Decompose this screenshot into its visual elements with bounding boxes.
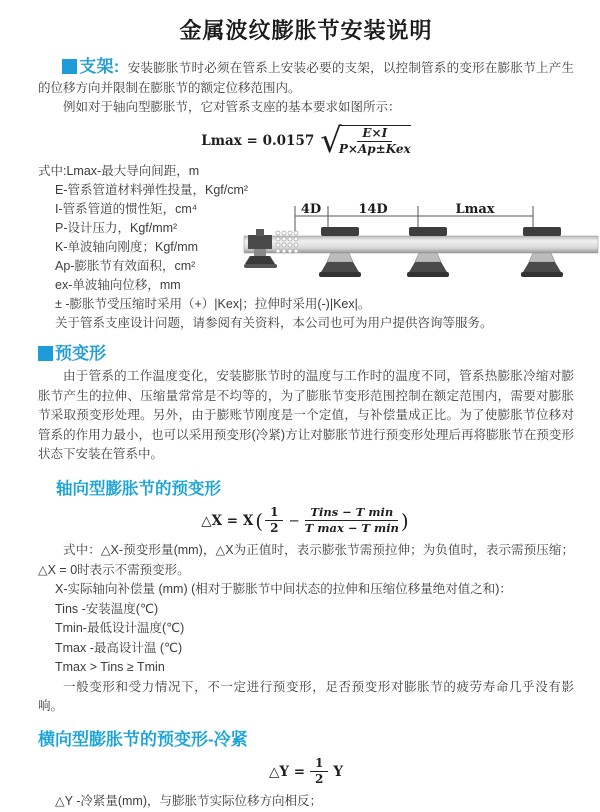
- definition-line: Ap-膨胀节有效面积，cm²: [55, 259, 196, 274]
- formula-delta-y-rhs: Y: [333, 763, 344, 780]
- formula-delta-y-lhs: △Y =: [268, 763, 306, 780]
- definition-line: I-管系管道的惯性矩，cm⁴: [55, 202, 198, 217]
- section-heading-pre-deform: 预变形: [55, 344, 106, 364]
- axial-note-text: 一般变形和受力情况下，不一定进行预变形，足否预变形对膨胀节的疲劳寿命几乎没有影响。: [38, 679, 574, 714]
- fraction-numerator: 1: [310, 757, 328, 773]
- fraction-denominator: T max − T min: [304, 521, 399, 536]
- term-line: Tmin-最低设计温度(℃): [55, 621, 185, 636]
- formula-delta-x: [38, 506, 574, 537]
- formula-delta-x-expression: [201, 506, 410, 537]
- formula-lmax-expression: [201, 120, 411, 161]
- definition-line: E-管系管道材料弹性投量，Kgf/cm²: [55, 183, 249, 198]
- formula-lmax-numerator: E×I: [357, 127, 392, 143]
- formula-lmax: [38, 120, 574, 161]
- fraction-numerator: Tins − T min: [305, 506, 398, 521]
- dim-label-4d: 4D: [300, 202, 322, 218]
- minus-operator: −: [288, 512, 300, 529]
- section-marker-icon: [62, 59, 77, 74]
- definition-line: ex-单波轴向位移，mm: [55, 278, 181, 293]
- close-paren: ): [400, 508, 409, 533]
- subheading-axial-pre-deform: 轴向型膨胀节的预变形: [56, 479, 221, 498]
- dim-label-lmax: Lmax: [455, 202, 495, 218]
- section-marker-icon: [38, 346, 53, 361]
- pipe-support-diagram: [244, 202, 598, 306]
- note-service: 关于管系支座设计问题，请参阅有关资料，本公司也可为用户提供咨询等服务。: [55, 316, 493, 331]
- definition-line: 式中:Lmax-最大导向间距，m: [38, 164, 200, 179]
- formula-delta-y: [38, 757, 574, 788]
- radical-sign: √: [320, 120, 342, 161]
- note-plus-minus: ± -膨胀节受压缩时采用（+）|Kex|；拉伸时采用(-)|Kex|。: [55, 297, 371, 312]
- support-section-paragraph: [38, 57, 574, 98]
- fraction-denominator: 2: [270, 521, 279, 536]
- term-line: Tins -安装温度(℃): [55, 601, 159, 616]
- axial-x-definition: X-实际轴向补偿量 (mm) (相对于膨胀节中间状态的拉伸和压缩位移量绝对值之和)：: [55, 582, 512, 597]
- axial-explain-text: 式中：△X-预变形量(mm)，△X为正值时，表示膨张节需预拉伸；为负值时，表示需预压缩；△X = 0时表示不需预变形。: [38, 543, 574, 577]
- support-example-text: 例如对于轴向型膨胀节，它对管系支座的基本要求如图所示：: [63, 100, 401, 114]
- formula-delta-x-lhs: △X = X: [201, 512, 254, 529]
- subheading-lateral-pre-deform: 横向型膨胀节的预变形-冷紧: [38, 729, 248, 749]
- support-intro-text: 安装膨胀节时必须在管系上安装必要的支架，以控制管系的变形在膨胀节上产生的位移方向并限制在膨胀节的额定位移范围内。: [38, 61, 574, 95]
- open-paren: (: [255, 508, 264, 533]
- pre-deform-section-heading-line: [38, 339, 574, 364]
- section-heading-support: 支架:: [79, 57, 120, 76]
- temperature-fraction: [305, 506, 399, 535]
- term-line: Tmax > Tins ≥ Tmin: [55, 660, 165, 675]
- definition-line: K-单波轴向刚度；Kgf/mm: [55, 240, 199, 255]
- dim-label-14d: 14D: [358, 202, 388, 218]
- formula-delta-y-expression: [269, 757, 343, 788]
- one-half-fraction: [310, 757, 328, 788]
- definitions-and-diagram: [38, 162, 574, 295]
- pre-deform-paragraph: 由于管系的工作温度变化，安装膨胀节时的温度与工作时的温度不同，管系热膨胀冷缩对膨胀节产生的拉伸、压缩量常常是不均等的，为了膨胀节变形范围控制在额定范围内，需要对膨胀节采取预变形处理。另外，由于膨账节刚度是一个定值，与补偿量成正比。为了使膨胀节位移对管系的作用力最小，也可以采用预变形(冷紧)方让对膨胀节进行预变形处理后再将膨胀节在预变形状态下安装在管系中。: [38, 369, 574, 462]
- lateral-delta-definition: △Y -冷紧量(mm)，与膨胀节实际位移方向相反；: [55, 794, 323, 809]
- term-line: Tmax -最高设计温 (℃): [55, 640, 183, 655]
- fraction-denominator: 2: [315, 772, 324, 787]
- definition-line: P-设计压力，Kgf/mm²: [55, 221, 178, 236]
- formula-lmax-lhs: Lmax = 0.0157: [201, 132, 315, 149]
- one-half-fraction: [265, 506, 283, 537]
- fraction-numerator: 1: [265, 506, 283, 522]
- formula-lmax-denominator: P×Ap±Kex: [338, 142, 411, 157]
- formula-lmax-fraction: [339, 125, 411, 158]
- page-title: 金属波纹膨胀节安装说明: [179, 18, 433, 43]
